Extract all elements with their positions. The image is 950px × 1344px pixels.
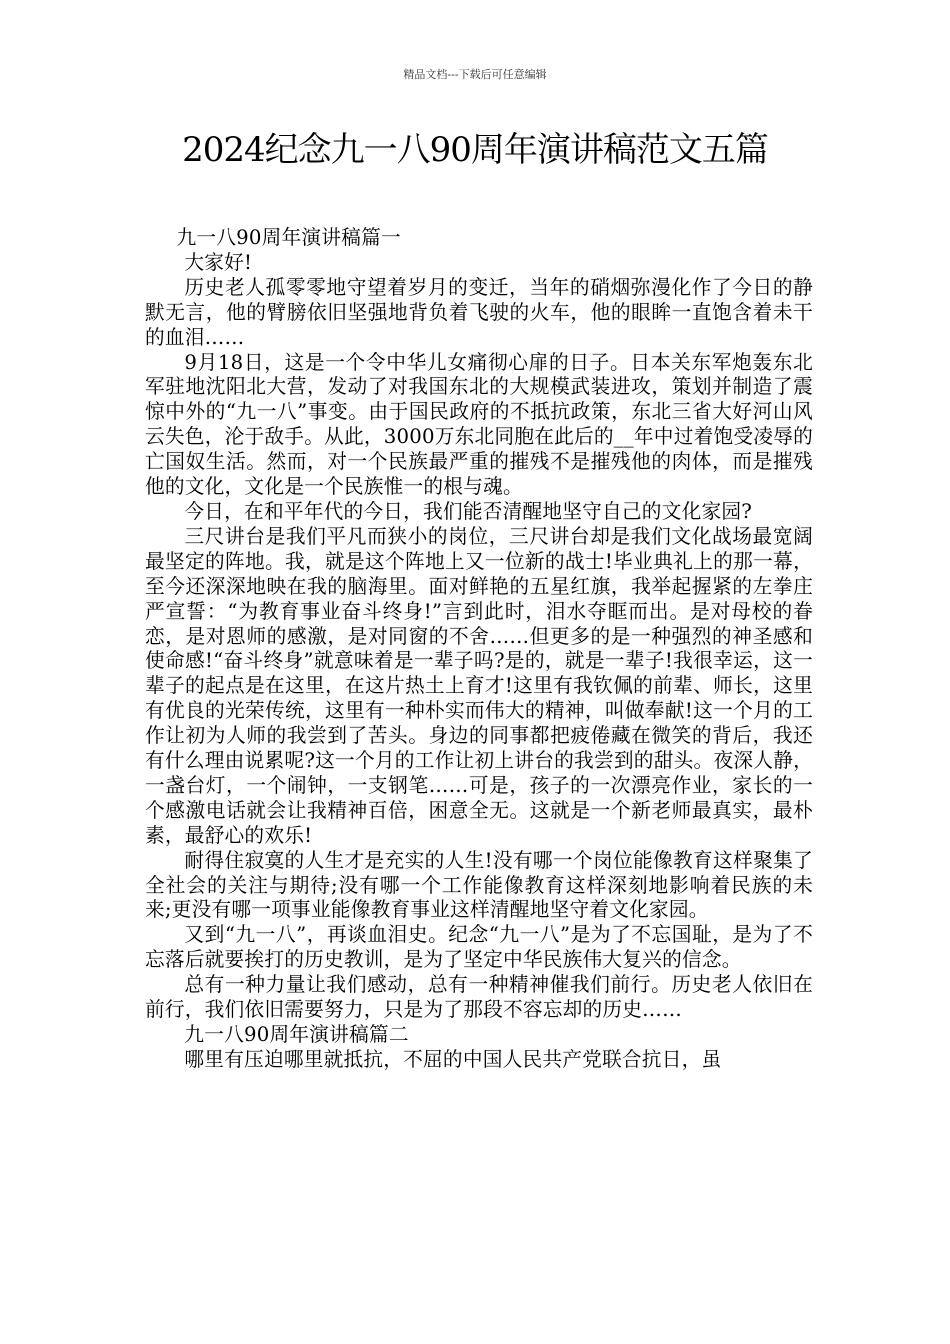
paragraph: 9月18日，这是一个令中华儿女痛彻心扉的日子。日本关东军炮轰东北军驻地沈阳北大营，发动了对我国东北的大规模武装进攻，策划并制造了震惊中外的“九一八”事变。由于国民政府的不抵抗政策，东北三省大好河山风云失色，沦于敌手。从此，3000万东北同胞在此后的__年中过着饱受凌辱的亡国奴生活。然而，对一个民族最严重的摧残不是摧残他的肉体，而是摧残他的文化，文化是一个民族惟一的根与魂。 — [145, 350, 813, 499]
section-heading-2: 九一八90周年演讲稿篇二 — [184, 1023, 409, 1046]
section-heading-1: 九一八90周年演讲稿篇一 — [176, 226, 401, 249]
greeting: 大家好! — [184, 250, 253, 274]
document-title: 2024纪念九一八90周年演讲稿范文五篇 — [182, 130, 768, 170]
paragraph: 耐得住寂寞的人生才是充实的人生!没有哪一个岗位能像教育这样聚集了全社会的关注与期待;没有哪一个工作能像教育这样深刻地影响着民族的未来;更没有哪一项事业能像教育事业这样清醒地坚守着文化家园。 — [145, 848, 813, 922]
page-header: 精品文档---下载后可任意编辑 — [403, 68, 547, 81]
paragraph: 历史老人孤零零地守望着岁月的变迁，当年的硝烟弥漫化作了今日的静默无言，他的臂膀依旧坚强地背负着飞驶的火车，他的眼眸一直饱含着未干的血泪…… — [145, 275, 813, 349]
document-body — [145, 226, 813, 1073]
paragraph: 今日，在和平年代的今日，我们能否清醒地坚守自己的文化家园? — [184, 499, 752, 523]
paragraph: 三尺讲台是我们平凡而狭小的岗位，三尺讲台却是我们文化战场最宽阔最坚定的阵地。我，就是这个阵地上又一位新的战士!毕业典礼上的那一幕，至今还深深地映在我的脑海里。面对鲜艳的五星红旗，我举起握紧的左拳庄严宣誓：“为教育事业奋斗终身!”言到此时，泪水夺眶而出。是对母校的眷恋，是对恩师的感激，是对同窗的不舍……但更多的是一种强烈的神圣感和使命感!“奋斗终身”就意味着是一辈子吗?是的，就是一辈子!我很幸运，这一辈子的起点是在这里，在这片热土上育才!这里有我钦佩的前辈、师长，这里有优良的光荣传统，这里有一种朴实而伟大的精神，叫做奉献!这一个月的工作让初为人师的我尝到了苦头。身边的同事都把疲倦藏在微笑的背后，我还有什么理由说累呢?这一个月的工作让初上讲台的我尝到的甜头。夜深人静，一盏台灯，一个闹钟，一支钢笔……可是，孩子的一次漂亮作业，家长的一个感激电话就会让我精神百倍，困意全无。这就是一个新老师最真实，最朴素，最舒心的欢乐! — [145, 524, 813, 847]
paragraph: 又到“九一八”，再谈血泪史。纪念“九一八”是为了不忘国耻，是为了不忘落后就要挨打的历史教训，是为了坚定中华民族伟大复兴的信念。 — [145, 923, 813, 972]
paragraph: 总有一种力量让我们感动，总有一种精神催我们前行。历史老人依旧在前行，我们依旧需要努力，只是为了那段不容忘却的历史…… — [145, 973, 813, 1022]
paragraph: 哪里有压迫哪里就抵抗，不屈的中国人民共产党联合抗日，虽 — [184, 1047, 722, 1071]
